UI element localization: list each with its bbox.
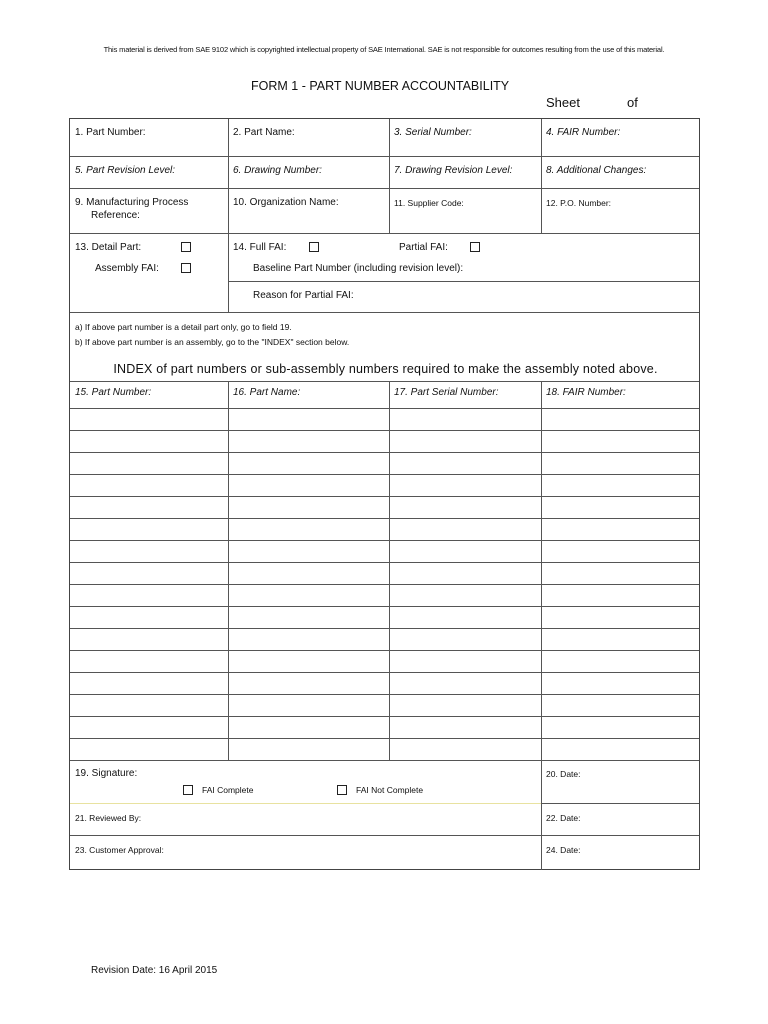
row-divider [70,650,699,651]
copyright-disclaimer: This material is derived from SAE 9102 which is copyrighted intellectual property of SAE International. SAE is not responsible for outcomes resulting from the use of this material. [103,45,665,54]
note-assembly: b) If above part number is an assembly, go to the "INDEX" section below. [75,337,350,347]
column-divider [389,119,390,233]
note-detail-part: a) If above part number is a detail part only, go to field 19. [75,322,292,332]
field-supplier-code[interactable]: 11. Supplier Code: [394,198,464,208]
fai-complete-label: FAI Complete [202,785,254,795]
field-baseline-part-number[interactable]: Baseline Part Number (including revision level): [253,263,464,274]
fai-not-complete-label: FAI Not Complete [356,785,424,795]
field-assembly-fai: Assembly FAI: [95,263,159,274]
column-divider [541,760,542,870]
fai-complete-checkbox[interactable] [183,785,193,795]
field-date-20[interactable]: 20. Date: [546,769,581,779]
column-divider [541,119,542,233]
row-divider [70,835,699,836]
row-divider [541,803,699,804]
header-part-name: 16. Part Name: [233,387,301,398]
field-serial-number[interactable]: 3. Serial Number: [394,127,472,138]
field-detail-part: 13. Detail Part: [75,242,142,253]
column-divider [228,381,229,760]
column-divider [228,119,229,233]
row-divider [70,496,699,497]
row-divider [70,430,699,431]
field-part-name[interactable]: 2. Part Name: [233,127,295,138]
form-title: FORM 1 - PART NUMBER ACCOUNTABILITY [251,79,510,93]
header-part-number: 15. Part Number: [75,387,152,398]
header-part-serial-number: 17. Part Serial Number: [394,387,499,398]
field-partial-fai: Partial FAI: [399,242,448,253]
field-additional-changes[interactable]: 8. Additional Changes: [546,165,647,176]
row-divider [70,312,699,313]
header-fair-number: 18. FAIR Number: [546,387,626,398]
field-organization-name[interactable]: 10. Organization Name: [233,197,339,208]
field-date-24[interactable]: 24. Date: [546,845,581,855]
row-divider [70,156,699,157]
field-customer-approval[interactable]: 23. Customer Approval: [75,845,164,855]
row-divider [70,803,541,804]
field-manufacturing-process[interactable]: 9. Manufacturing Process [75,197,189,208]
column-divider [389,381,390,760]
row-divider [70,628,699,629]
row-divider [70,562,699,563]
detail-part-checkbox[interactable] [181,242,191,252]
sheet-of-label: of [627,95,638,110]
field-signature[interactable]: 19. Signature: [75,768,138,779]
row-divider [70,233,699,234]
row-divider [70,738,699,739]
row-divider [70,540,699,541]
accountability-form [69,118,700,870]
row-divider [70,672,699,673]
full-fai-checkbox[interactable] [309,242,319,252]
fai-not-complete-checkbox[interactable] [337,785,347,795]
column-divider [228,233,229,312]
row-divider [70,452,699,453]
field-drawing-revision-level[interactable]: 7. Drawing Revision Level: [394,165,513,176]
field-drawing-number[interactable]: 6. Drawing Number: [233,165,322,176]
row-divider [70,188,699,189]
sheet-label: Sheet [546,95,580,110]
row-divider [70,474,699,475]
field-manufacturing-process-reference: Reference: [91,210,140,221]
row-divider [70,584,699,585]
field-po-number[interactable]: 12. P.O. Number: [546,198,612,208]
row-divider [70,694,699,695]
partial-fai-checkbox[interactable] [470,242,480,252]
row-divider [70,408,699,409]
row-divider [70,716,699,717]
index-title: INDEX of part numbers or sub-assembly numbers required to make the assembly noted above. [113,362,658,376]
row-divider [70,381,699,382]
assembly-fai-checkbox[interactable] [181,263,191,273]
field-part-revision-level[interactable]: 5. Part Revision Level: [75,165,176,176]
field-date-22[interactable]: 22. Date: [546,813,581,823]
field-part-number[interactable]: 1. Part Number: [75,127,146,138]
row-divider [70,760,699,761]
field-reviewed-by[interactable]: 21. Reviewed By: [75,813,142,823]
field-reason-partial-fai[interactable]: Reason for Partial FAI: [253,290,354,301]
field-fair-number[interactable]: 4. FAIR Number: [546,127,621,138]
row-divider [228,281,699,282]
revision-date: Revision Date: 16 April 2015 [91,965,218,976]
row-divider [70,606,699,607]
row-divider [70,518,699,519]
field-full-fai: 14. Full FAI: [233,242,287,253]
column-divider [541,381,542,760]
